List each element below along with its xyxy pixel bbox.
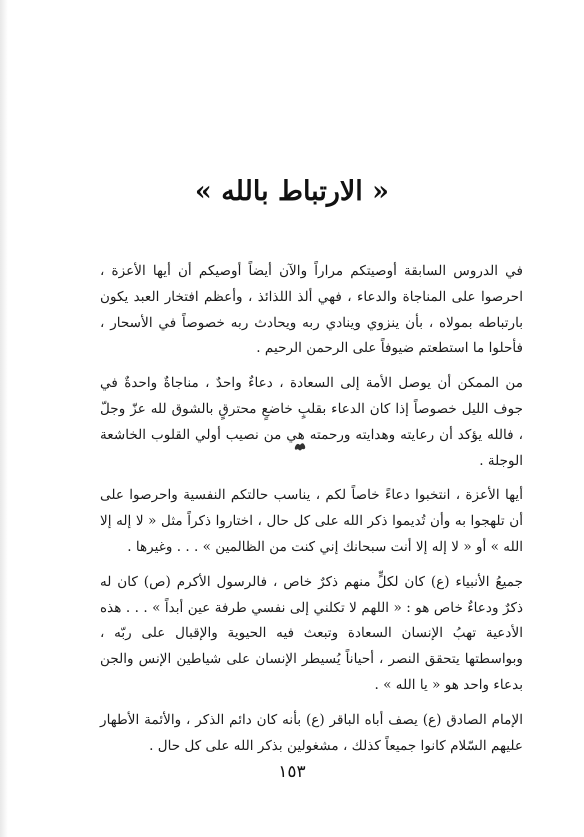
body-text	[100, 259, 523, 768]
paragraph-3: أيها الأعزة ، انتخبوا دعاءً خاصاً لكم ، يناسب حالتكم النفسية واحرصوا على أن تلهجوا به وأن تُديموا ذكر الله على كل حال ، اختاروا ذكراً مثل « لا إله إلا الله » أو « لا إله إلا أنت سبحانك إني كنت من الظالمين » . . . وغيرها .	[100, 487, 523, 555]
paragraph-1: في الدروس السابقة أوصيتكم مراراً والآن أيضاً أوصيكم أن أيها الأعزة ، احرصوا على المناجاة والدعاء ، فهي ألذ اللذائذ ، وأعظم افتخار العبد يكون بارتباطه بمولاه ، بأن ينزوي وينادي ربه ويحادث ربه خصوصاً في الأسحار ، فأحلوا ما استطعتم ضيوفاً على الرحمن الرحيم .	[100, 263, 523, 357]
chapter-title: « الارتباط بالله »	[194, 176, 390, 207]
paragraph-2: من الممكن أن يوصل الأمة إلى السعادة ، دعاءٌ واحدٌ ، مناجاةٌ واحدةٌ في جوف الليل خصوصاً إذا كان الدعاء بقلبٍ خاضعٍ محترقٍ بالشوق لله عزّ وجلّ ، فالله يؤكد أن رعايته وهدايته ورحمته هي من نصيب أولي القلوب الخاشعة الوجلة .	[100, 375, 523, 469]
paragraph-4: جميعُ الأنبياء (ع) كان لكلٍّ منهم ذكرٌ خاص ، فالرسول الأكرم (ص) كان له ذكرٌ ودعاءٌ خاص هو : « اللهم لا تكلني إلى نفسي طرفة عين أبداً » . . . هذه الأدعية تهبُ الإنسان السعادة وتبعث فيه الحيوية والإقبال على ربّه ، وبواسطتها يتحقق النصر ، أحياناً يُسيطر الإنسان على شياطين الإنس والجن بدعاء واحد هو « يا الله » .	[100, 573, 523, 693]
ink-blot-icon	[293, 441, 307, 453]
page-edge-shadow	[0, 0, 8, 837]
page-number: ١٥٣	[278, 762, 306, 782]
paragraph-5: الإمام الصادق (ع) يصف أباه الباقر (ع) بأنه كان دائم الذكر ، والأئمة الأطهار عليهم السّلام كانوا جميعاً كذلك ، مشغولين بذكر الله على كل حال .	[100, 711, 523, 754]
